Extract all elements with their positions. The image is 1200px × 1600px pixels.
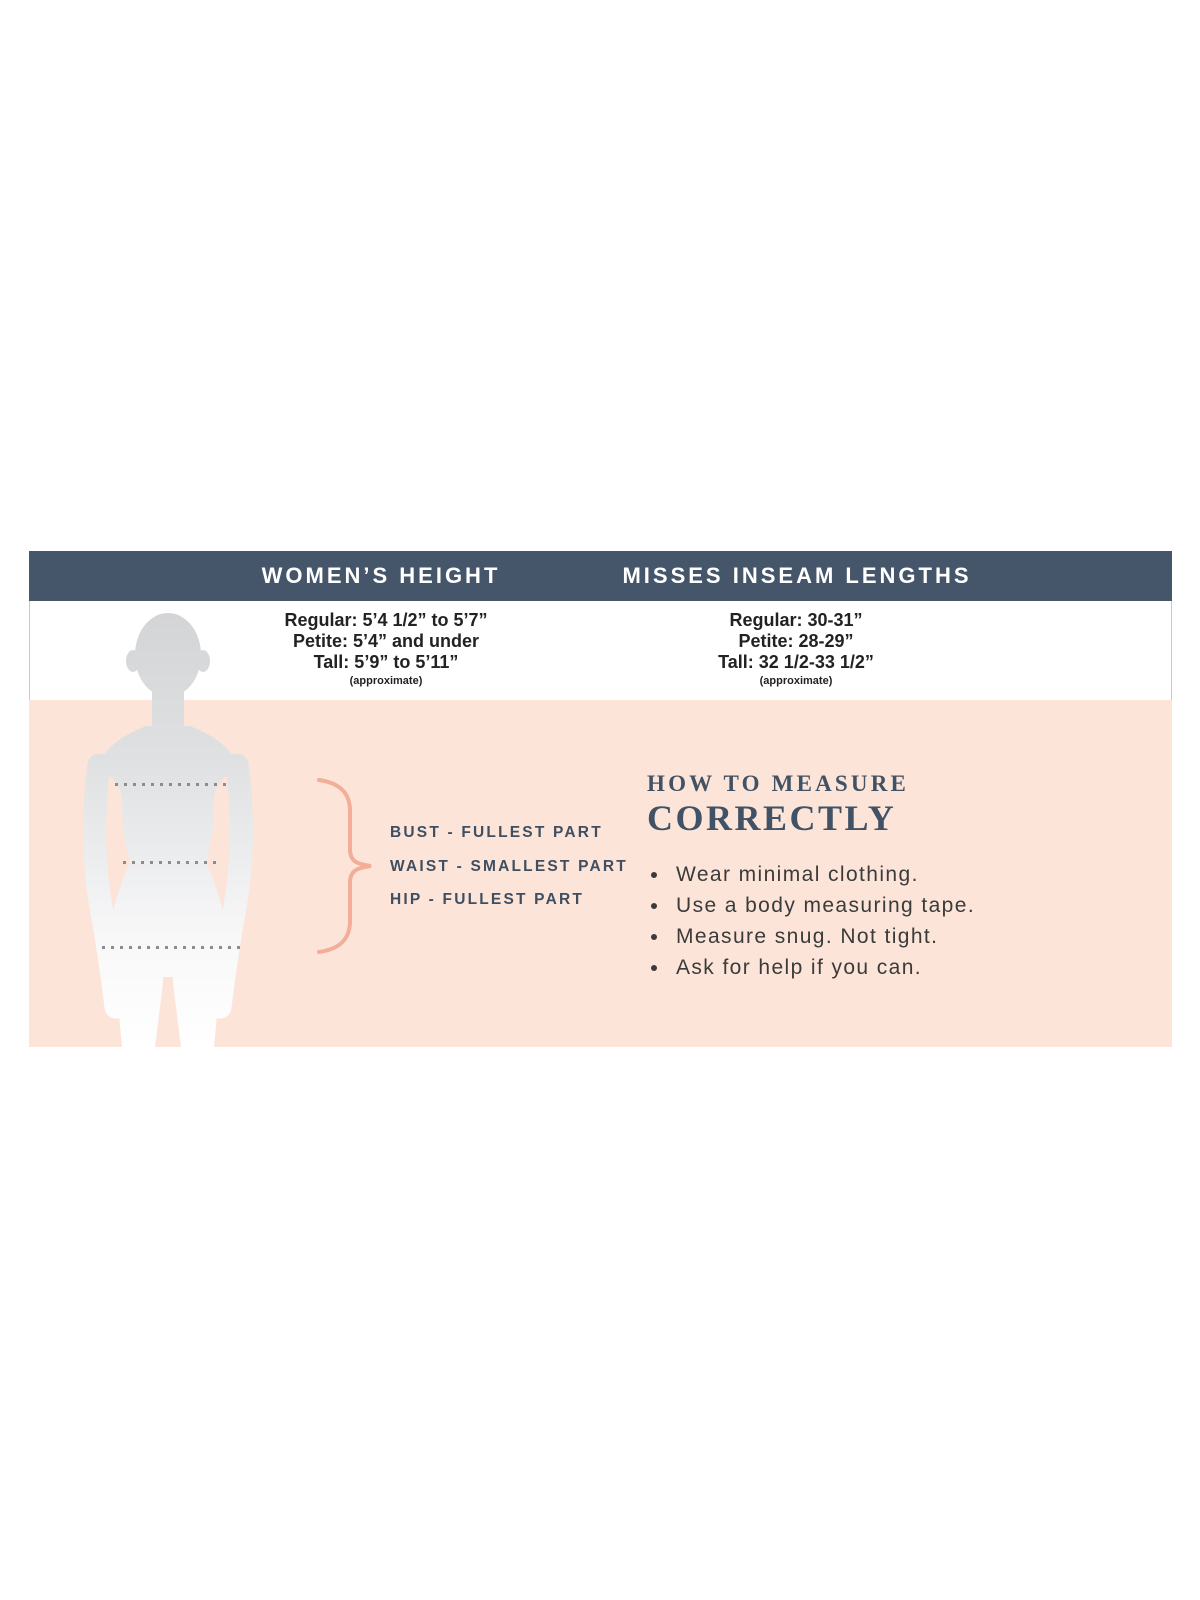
inseam-tall-label: Tall:: [718, 652, 754, 672]
height-tall-label: Tall:: [313, 652, 350, 672]
inseam-spec-column: [718, 610, 874, 688]
how-to-measure-heading: [647, 771, 909, 836]
tip-text: Measure snug. Not tight.: [676, 924, 939, 948]
height-row-petite: [284, 631, 487, 652]
waist-label: WAIST - SMALLEST PART: [390, 858, 628, 875]
how-to-measure-tips: [647, 859, 975, 983]
inseam-petite-label: Petite:: [738, 631, 794, 651]
height-petite-value: 5’4” and under: [352, 631, 480, 651]
misses-inseam-header: MISSES INSEAM LENGTHS: [622, 563, 972, 588]
tip-text: Wear minimal clothing.: [676, 862, 919, 886]
height-petite-label: Petite:: [292, 631, 348, 651]
bullet-dot-icon: [651, 934, 657, 940]
tip-item: [647, 921, 975, 952]
height-regular-value: 5’4 1/2” to 5’7”: [362, 610, 488, 630]
inseam-petite-value: 28-29”: [798, 631, 854, 651]
hip-label: HIP - FULLEST PART: [390, 891, 585, 908]
tip-text: Use a body measuring tape.: [676, 893, 976, 917]
header-bar: [29, 551, 1172, 601]
tip-item: [647, 952, 975, 983]
heading-line-2: CORRECTLY: [647, 798, 897, 838]
height-row-regular: [284, 610, 487, 631]
bullet-dot-icon: [651, 903, 657, 909]
size-guide-panel: [29, 551, 1172, 1047]
height-approximate-note: (approximate): [349, 675, 423, 687]
height-tall-value: 5’9” to 5’11”: [354, 652, 459, 672]
curly-brace-icon: [316, 777, 374, 955]
inseam-regular-value: 30-31”: [807, 610, 863, 630]
waist-measure-line: [123, 861, 222, 864]
height-regular-label: Regular:: [284, 610, 358, 630]
bullet-dot-icon: [651, 965, 657, 971]
bust-label: BUST - FULLEST PART: [390, 824, 603, 841]
inseam-regular-label: Regular:: [729, 610, 803, 630]
womens-height-header: WOMEN’S HEIGHT: [261, 563, 501, 588]
inseam-row-tall: [718, 652, 874, 673]
bullet-dot-icon: [651, 872, 657, 878]
inseam-row-petite: [718, 631, 874, 652]
tip-text: Ask for help if you can.: [676, 955, 923, 979]
inseam-row-regular: [718, 610, 874, 631]
tip-item: [647, 890, 975, 921]
tip-item: [647, 859, 975, 890]
inseam-approximate-note: (approximate): [759, 675, 833, 687]
inseam-tall-value: 32 1/2-33 1/2”: [758, 652, 874, 672]
height-row-tall: [284, 652, 487, 673]
hip-measure-line: [102, 946, 242, 949]
bust-measure-line: [115, 783, 230, 786]
height-spec-column: [284, 610, 487, 688]
heading-line-1: HOW TO MEASURE: [647, 771, 910, 796]
female-body-silhouette-icon: [38, 611, 298, 1047]
